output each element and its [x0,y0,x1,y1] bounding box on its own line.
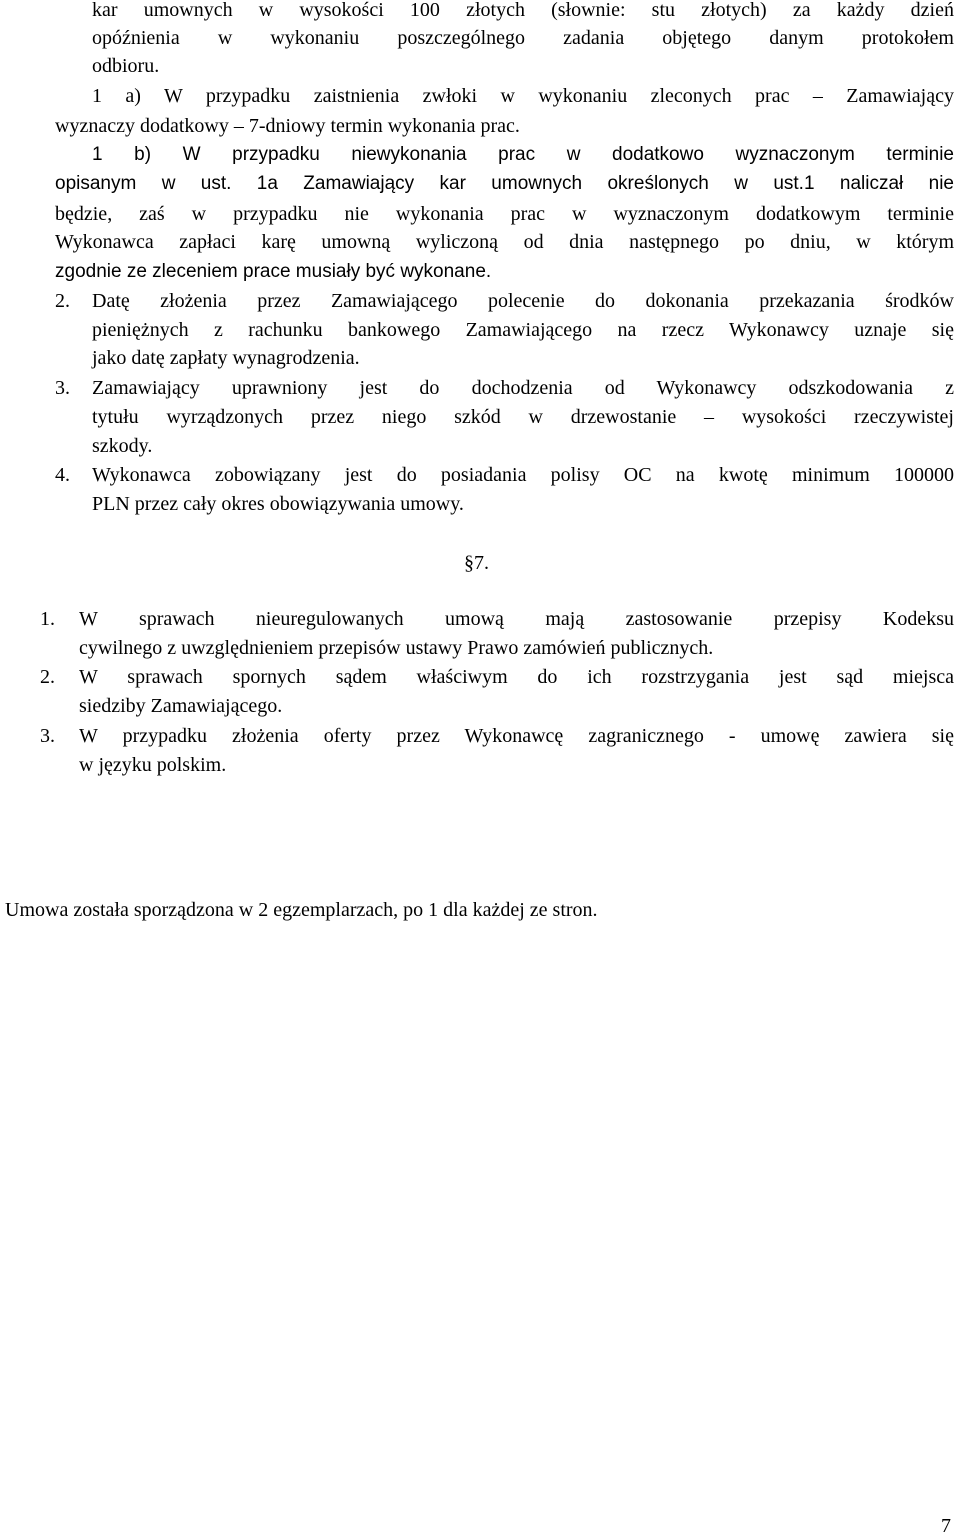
paragraph-line: zgodnie ze zleceniem prace musiały być wykonane. [55,261,492,282]
paragraph-line: 1 b) W przypadku niewykonania prac w dodatkowo wyznaczonym terminie [92,144,954,165]
list-item-line: Zamawiający uprawniony jest do dochodzenia od Wykonawcy odszkodowania z [92,377,954,399]
list-item-line: W sprawach nieuregulowanych umową mają zastosowanie przepisy Kodeksu [79,608,954,630]
paragraph-line: odbioru. [92,55,160,77]
list-item-line: jako datę zapłaty wynagrodzenia. [92,347,360,369]
list-number: 2. [55,290,70,312]
list-item-line: pieniężnych z rachunku bankowego Zamawiającego na rzecz Wykonawcy uznaje się [92,319,954,341]
list-number: 3. [40,725,55,747]
list-number: 3. [55,377,70,399]
list-number: 4. [55,464,70,486]
paragraph-line: 1 a) W przypadku zaistnienia zwłoki w wykonaniu zleconych prac – Zamawiający [92,85,954,107]
list-item-line: siedziby Zamawiającego. [79,695,283,717]
list-item-line: W przypadku złożenia oferty przez Wykonawcę zagranicznego - umowę zawiera się [79,725,954,747]
list-item-line: szkody. [92,435,153,457]
paragraph-line: kar umownych w wysokości 100 złotych (słownie: stu złotych) za każdy dzień [92,0,954,21]
list-number: 2. [40,666,55,688]
list-item-line: W sprawach spornych sądem właściwym do ich rozstrzygania jest sąd miejsca [79,666,954,688]
page-number: 7 [941,1515,951,1537]
closing-statement: Umowa została sporządzona w 2 egzemplarzach, po 1 dla każdej ze stron. [5,899,598,921]
paragraph-line: będzie, zaś w przypadku nie wykonania prac w wyznaczonym dodatkowym terminie [55,203,954,225]
list-item-line: PLN przez cały okres obowiązywania umowy. [92,493,464,515]
paragraph-line: wyznaczy dodatkowy – 7-dniowy termin wykonania prac. [55,115,520,137]
list-item-line: Datę złożenia przez Zamawiającego polecenie do dokonania przekazania środków [92,290,954,312]
list-item-line: tytułu wyrządzonych przez niego szkód w drzewostanie – wysokości rzeczywistej [92,406,954,428]
list-number: 1. [40,608,55,630]
paragraph-line: opisanym w ust. 1a Zamawiający kar umownych określonych w ust.1 naliczał nie [55,173,954,194]
paragraph-line: opóźnienia w wykonaniu poszczególnego zadania objętego danym protokołem [92,27,954,49]
section-heading: §7. [464,552,489,574]
list-item-line: cywilnego z uwzględnieniem przepisów ustawy Prawo zamówień publicznych. [79,637,714,659]
list-item-line: Wykonawca zobowiązany jest do posiadania polisy OC na kwotę minimum 100000 [92,464,954,486]
list-item-line: w języku polskim. [79,754,227,776]
paragraph-line: Wykonawca zapłaci karę umowną wyliczoną od dnia następnego po dniu, w którym [55,231,954,253]
